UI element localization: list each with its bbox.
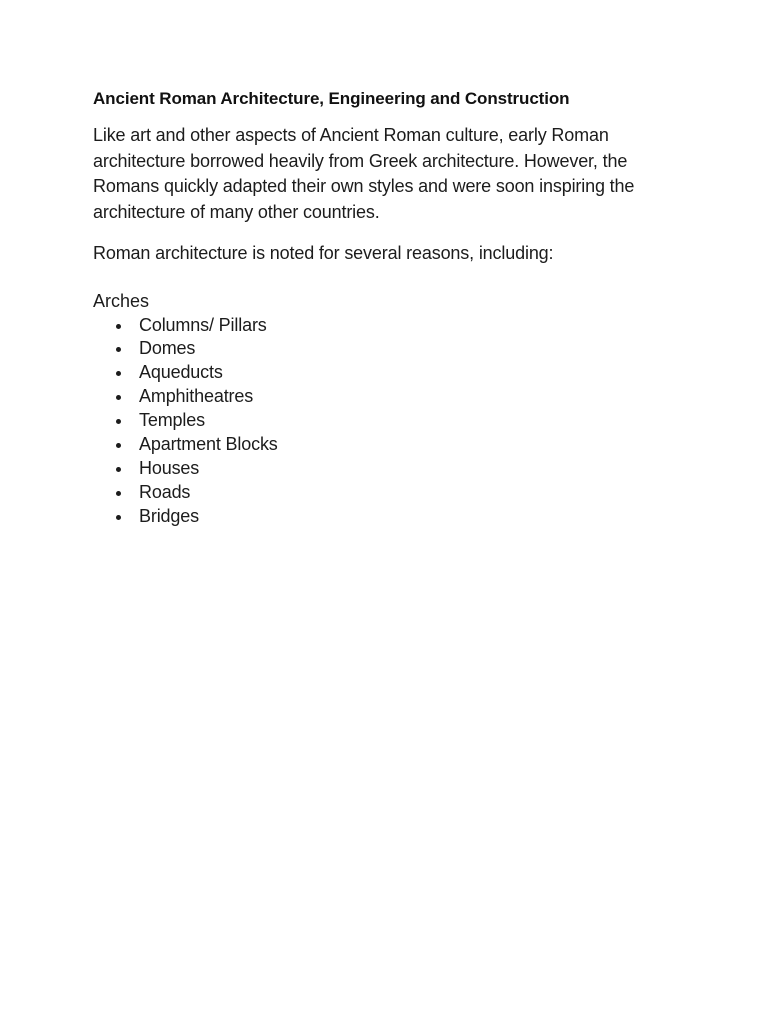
list-item-text: Columns/ Pillars (139, 314, 267, 335)
features-list (93, 314, 693, 529)
bullet-icon (116, 443, 121, 448)
list-item-text: Houses (139, 457, 200, 478)
bullet-icon (116, 491, 121, 496)
list-item (93, 481, 693, 505)
list-item-text: Roads (139, 481, 191, 502)
list-item-text: Aqueducts (139, 362, 223, 383)
list-item-text: Amphitheatres (139, 386, 254, 407)
list-item (93, 337, 693, 361)
bullet-icon (116, 419, 121, 424)
bullet-icon (116, 467, 121, 472)
list-item-text: Apartment Blocks (139, 434, 278, 455)
bullet-icon (116, 371, 121, 376)
bullet-icon (116, 515, 121, 520)
bullet-icon (116, 324, 121, 329)
list-item (93, 505, 693, 529)
list-item (93, 457, 693, 481)
reasons-paragraph: Roman architecture is noted for several reasons, including: (93, 243, 554, 263)
bullet-icon (116, 395, 121, 400)
list-item-text: Bridges (139, 505, 199, 526)
list-item (93, 385, 693, 409)
list-item (93, 361, 693, 385)
list-item (93, 314, 693, 338)
list-item-text: Domes (139, 338, 196, 359)
bullet-icon (116, 347, 121, 352)
intro-paragraph: Like art and other aspects of Ancient Roman culture, early Roman architecture borrowed heavily from Greek architecture. However, the Romans quickly adapted their own styles and were soon inspiring the architecture of many other countries. (93, 125, 635, 222)
document-title: Ancient Roman Architecture, Engineering and Construction (93, 89, 570, 108)
list-item (93, 409, 693, 433)
list-item (93, 433, 693, 457)
list-lead-item: Arches (93, 290, 150, 311)
list-item-text: Temples (139, 410, 205, 431)
document-page (93, 87, 693, 529)
